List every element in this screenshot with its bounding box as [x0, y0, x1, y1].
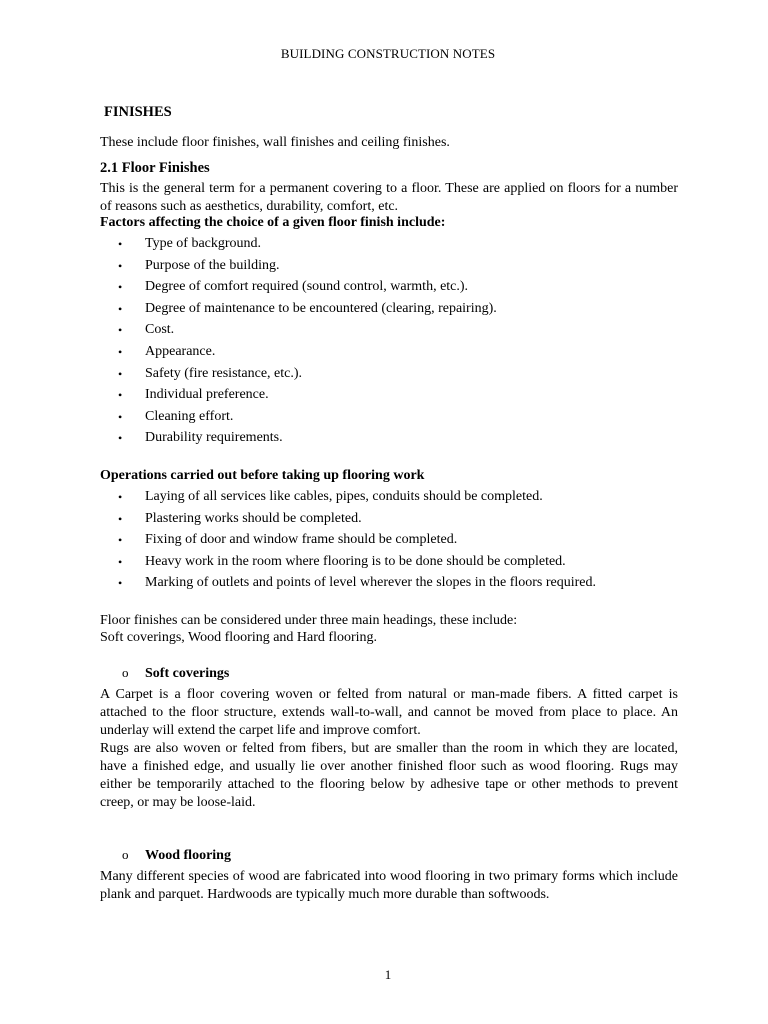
operations-list	[118, 488, 678, 596]
heading-finishes: FINISHES	[104, 104, 172, 120]
bullet-icon: •	[118, 490, 123, 504]
list-item: • Durability requirements.	[118, 430, 283, 446]
bullet-icon: •	[118, 258, 123, 273]
floor-finishes-definition: This is the general term for a permanent covering to a floor. These are applied on floors for a number of reasons such as aesthetics, durability, comfort, etc.	[100, 181, 678, 214]
bullet-icon: •	[118, 409, 123, 424]
main-headings-line-2: Soft coverings, Wood flooring and Hard flooring.	[100, 630, 378, 645]
page-header: BUILDING CONSTRUCTION NOTES	[280, 46, 496, 61]
list-item: • Heavy work in the room where flooring is to be done should be completed.	[118, 553, 566, 569]
factors-list	[118, 235, 678, 451]
main-headings-line-1: Floor finishes can be considered under three main headings, these include:	[100, 613, 518, 628]
bullet-icon: •	[118, 301, 123, 316]
list-item: • Type of background.	[118, 236, 262, 251]
bullet-icon: •	[118, 366, 123, 381]
bullet-icon: •	[118, 344, 123, 359]
bullet-icon: •	[118, 431, 123, 446]
intro-paragraph: These include floor finishes, wall finishes and ceiling finishes.	[100, 135, 450, 150]
list-item: • Cleaning effort.	[118, 408, 234, 424]
list-item: • Purpose of the building.	[118, 257, 280, 273]
bullet-icon: •	[118, 388, 123, 403]
wood-flooring-title: Wood flooring	[145, 848, 231, 863]
list-item: • Fixing of door and window frame should be completed.	[118, 532, 458, 548]
list-item: • Individual preference.	[118, 387, 269, 403]
bullet-icon: •	[118, 280, 123, 295]
bullet-icon: •	[118, 576, 123, 591]
bullet-icon: •	[118, 323, 123, 338]
list-item: • Degree of maintenance to be encountered (clearing, repairing).	[118, 300, 497, 316]
list-item: • Degree of comfort required (sound control, warmth, etc.).	[118, 279, 469, 295]
circle-bullet-icon: o	[122, 847, 129, 862]
bullet-icon: •	[118, 554, 123, 569]
soft-coverings-title: Soft coverings	[145, 666, 230, 681]
list-item: • Safety (fire resistance, etc.).	[118, 365, 303, 381]
list-item: • Laying of all services like cables, pipes, conduits should be completed.	[118, 489, 543, 504]
factors-heading: Factors affecting the choice of a given floor finish include:	[100, 215, 446, 230]
list-item: • Appearance.	[118, 343, 216, 359]
circle-bullet-icon: o	[122, 665, 129, 680]
section-floor-finishes-title: 2.1 Floor Finishes	[100, 160, 210, 176]
rugs-paragraph: Rugs are also woven or felted from fibers, but are smaller than the room in which they are located, have a finished edge, and usually lie over another finished floor such as wood flooring. Rugs may either be temporarily attached to the flooring below by adhesive tape or other methods to prevent creep, or may be loose-laid.	[100, 741, 678, 810]
list-item: • Plastering works should be completed.	[118, 510, 362, 526]
page-number: 1	[384, 967, 392, 982]
list-item: • Cost.	[118, 322, 175, 338]
list-item: • Marking of outlets and points of level wherever the slopes in the floors required.	[118, 575, 596, 591]
bullet-icon: •	[118, 511, 123, 526]
bullet-icon: •	[118, 237, 123, 251]
bullet-icon: •	[118, 533, 123, 548]
operations-heading: Operations carried out before taking up flooring work	[100, 468, 425, 483]
wood-flooring-paragraph: Many different species of wood are fabricated into wood flooring in two primary forms which include plank and parquet. Hardwoods are typically much more durable than softwoods.	[100, 869, 678, 902]
carpet-paragraph: A Carpet is a floor covering woven or felted from natural or man-made fibers. A fitted carpet is attached to the floor structure, extends wall-to-wall, and cannot be moved from place to place. An underlay will extend the carpet life and improve comfort.	[100, 687, 678, 738]
